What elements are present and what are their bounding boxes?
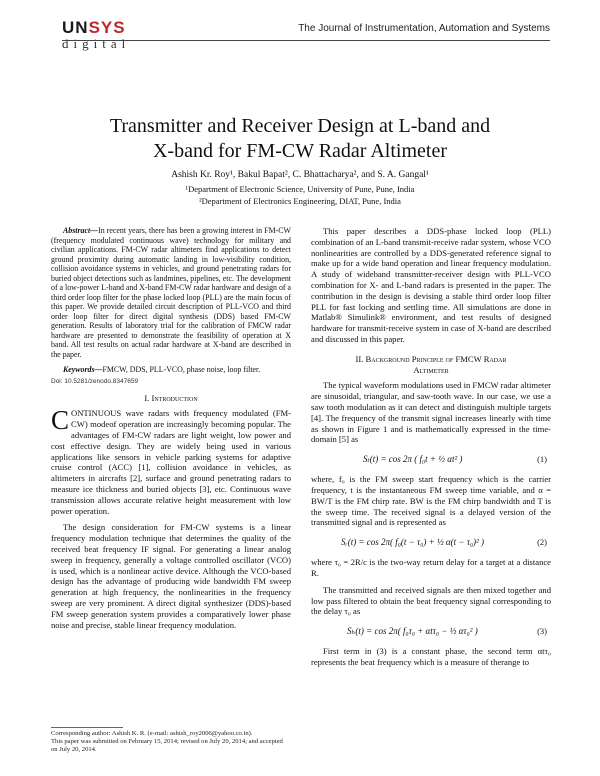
- equation-2: Sᵣ(t) = cos 2π( f₀(t − τ₀) + ½ α(t − τ₀)² ) (2): [341, 537, 547, 548]
- logo-subtitle: digital: [62, 36, 131, 51]
- affiliation-2: ²Department of Electronics Engineering, DIAT, Pune, India: [199, 196, 401, 206]
- abstract: Abstract—In recent years, there has been a growing interest in FM-CW (frequency modulated continuous wave) technology for military and civilian applications. FM-CW radar altimeters find applications to detect ground proximity during automatic landing in low-visibility condition, collision avoidance systems in vehicles, and ground penetrating radars for buried object detections such as landmines, pipelines, etc. The development of a low-power L-band and X-band FM-CW radar hardware and design of a third order loop filter for the phase locked loop (PLL) are the main focus of this paper. We provide detailed circuit description of PLL-VCO and third order loop filter for direct digital synthesis (DDS) based FM-CW generation. Results of laboratory trial for the calibration of FMCW radar hardware are presented to demonstrate the feasibility of operation at X band. All test results on actual radar hardware at X-band are described in the paper.: [51, 226, 291, 359]
- intro-paragraph-1: CONTINUOUS wave radars with frequency modulated (FM-CW) modeof operation are increasingly becoming popular. The advantages of FM-CW radars are light weight, low power and cost effective design. They are widely being used in various applications like sensors in vehicle parking systems for adaptive cruise control (ACC) [1], collision avoidance in vehicles, as altimeters in aircrafts [2], surface and ground penetrating radars to measure ice thickness and buried objects [3], etc. Continuous wave transmission allows accurate relative height measurement with low power operation.: [51, 405, 291, 516]
- right-paragraph-3: where, f₀ is the FM sweep start frequency which is the carrier frequency, t is the instantaneous FM sweep time variable, and α = BW/T is the FM chirp rate. BW is the FM chirp bandwidth and T is the sweep time. The received signal is a delayed version of the transmitted signal and is represented as: [311, 474, 551, 528]
- section-heading-background: II. Background Principle of FMCW Radar Altimeter: [355, 353, 507, 375]
- footnote-rule: [51, 727, 123, 728]
- equation-1: Sₜ(t) = cos 2π ( f₀t + ½ αt² ) (1): [363, 454, 547, 465]
- logo-wordmark: UNSYS: [62, 18, 126, 37]
- intro-paragraph-2: The design consideration for FM-CW systems is a linear frequency modulation technique that determines the quality of the received beat frequency IF signal. For generating a linear analog sweep in frequency, generally a voltage controlled oscillator (VCO) is used, which is a nonlinear active device. Although the VCO-based design has the advantage of producing wide bandwidth FM sweep generation at high frequency, the nonlinearities in the frequency sweep are very prominent. A direct digital synthesizer (DDS)-based FM sweep generation system provides a comparatively lower phase noise and precise, stable linear frequency modulation.: [51, 522, 291, 630]
- affiliation-1: ¹Department of Electronic Science, University of Pune, Pune, India: [185, 184, 415, 194]
- right-paragraph-6: First term in (3) is a constant phase, the second term αtτ₀ represents the beat frequency which is a measure of therange to: [311, 646, 551, 667]
- doi: Doi: 10.5281/zenodo.8347659: [51, 377, 139, 385]
- footnote: Corresponding author: Ashish K. R. (e-mail: ashish_roy2006@yahoo.co.in). This paper was submitted on February 15, 2014; revised on July 20, 2014; and accepted on July 20, 2014.: [51, 730, 283, 754]
- authors: Ashish Kr. Roy¹, Bakul Bapat², C. Bhattacharya², and S. A. Gangal¹: [171, 170, 429, 180]
- left-column: [51, 226, 291, 636]
- right-paragraph-2: The typical waveform modulations used in FMCW radar altimeter are sinusoidal, triangular, and saw-tooth wave. In our case, we use a saw tooth modulation as it can detect and distinguish multiple targets [4]. The frequency of the transmit signal increases linearly with time as shown in Figure 1 and is mathematically expressed in the time-domain [5] as: [311, 380, 551, 445]
- right-paragraph-4: where τ₀ = 2R/c is the two-way return delay for a target at a distance R.: [311, 557, 551, 578]
- right-column: [311, 226, 551, 674]
- journal-name: The Journal of Instrumentation, Automation and Systems: [298, 23, 550, 34]
- keywords: Keywords—FMCW, DDS, PLL-VCO, phase noise, loop filter.: [63, 365, 261, 374]
- header-rule: [62, 40, 550, 41]
- section-heading-introduction: I. Introduction: [144, 392, 198, 403]
- journal-logo: [62, 19, 152, 53]
- right-paragraph-1: This paper describes a DDS-phase locked loop (PLL) combination of an L-band transmit-receive radar system, whose VCO nonlinearities are controlled by a DDS-generated reference signal to make up for a wide band operation and linear frequency modulation. A study of wideband transmitter-receiver design with PLL-VCO combination for X- and L-band radars is presented in the paper. The contribution in the design is devising a stable third order loop filter PLL for fast locking and settling time. All simulations are done in Matlab® Simulink® environment, and test results of designed hardware for transmit-receive system in case of X-band are described and discussed in this paper.: [311, 226, 551, 344]
- paper-title: Transmitter and Receiver Design at L-band and X-band for FM-CW Radar Altimeter: [109, 115, 491, 162]
- equation-3: Sₕ(t) = cos 2π( f₀τ₀ + αtτ₀ − ½ ατ₀² ) (3): [347, 626, 547, 637]
- right-paragraph-5: The transmitted and received signals are then mixed together and low pass filtered to obtain the beat frequency signal corresponding to the delay τ₀ as: [311, 584, 551, 617]
- drop-cap: C: [51, 405, 70, 436]
